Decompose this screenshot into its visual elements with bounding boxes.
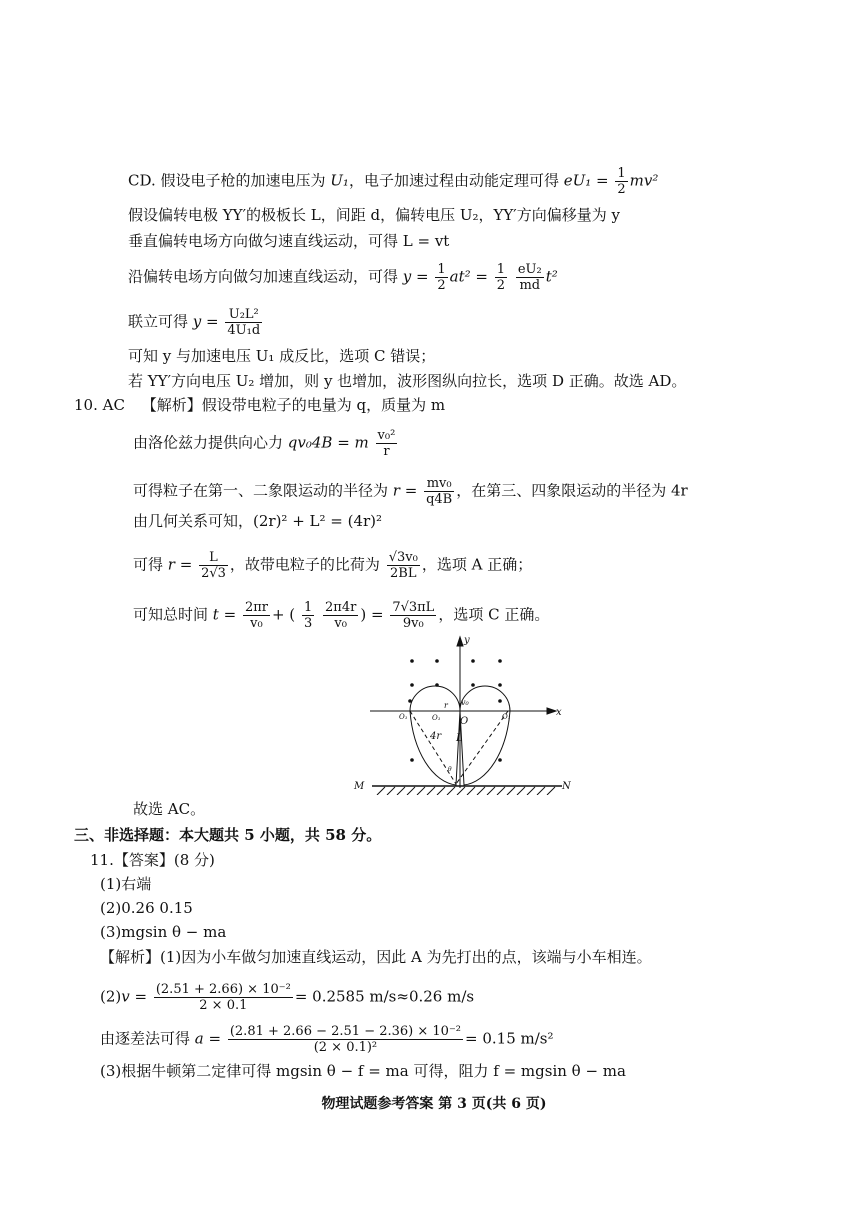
den: 2 (617, 182, 626, 197)
answer-2: (2)0.26 0.15 (100, 899, 193, 917)
text: 可知总时间 (133, 605, 213, 624)
fraction (302, 600, 314, 631)
field-dot (408, 699, 412, 703)
label-theta: θ (448, 766, 452, 773)
den: 2 (437, 278, 446, 293)
field-dot (498, 758, 502, 762)
num: eU₂ (517, 262, 542, 277)
label-o: O (460, 716, 469, 727)
hatch (477, 787, 485, 795)
field-dot (435, 659, 439, 663)
question-11-answer-header: 11.【答案】(8 分) (90, 851, 215, 869)
hatch (417, 787, 425, 795)
field-dot (498, 683, 502, 687)
line-4 (128, 262, 558, 293)
text: (2) (100, 987, 122, 1006)
line-12 (133, 550, 532, 581)
math: at² = (449, 267, 488, 286)
fraction (424, 476, 454, 507)
math: eU₁ = (563, 171, 609, 190)
line-3: 垂直偏转电场方向做匀速直线运动，可得 L = vt (128, 232, 450, 250)
field-dot (410, 683, 414, 687)
label-o1-left: O₁ (399, 713, 408, 721)
math: r = (167, 555, 193, 574)
answer-1: (1)右端 (100, 875, 152, 893)
question-number: 10. AC (74, 396, 125, 414)
den: 2 × 0.1 (199, 998, 248, 1013)
line-14: 故选 AC。 (133, 800, 206, 818)
fraction (390, 600, 436, 631)
den: r (383, 444, 390, 459)
num: 1 (496, 262, 506, 277)
text: ，选项 C 正确。 (438, 605, 550, 624)
x-axis-arrow (547, 708, 556, 714)
hatch (497, 787, 505, 795)
fraction (495, 262, 507, 293)
text: ，选项 A 正确； (421, 555, 533, 574)
hatch (527, 787, 535, 795)
field-dot (498, 659, 502, 663)
label-x: x (556, 707, 562, 718)
line-5 (128, 307, 264, 338)
label-n: N (562, 781, 571, 792)
hatch (427, 787, 435, 795)
hatch (447, 787, 455, 795)
den: v₀ (250, 616, 263, 631)
text: 【解析】假设带电粒子的电量为 q，质量为 m (141, 396, 446, 414)
den: 4U₁d (227, 323, 261, 338)
line-11: 由几何关系可知，(2r)² + L² = (4r)² (133, 512, 383, 530)
fraction (225, 307, 262, 338)
line-cd (128, 166, 658, 197)
num: 1 (437, 262, 446, 277)
math: + ( (271, 605, 296, 624)
question-10-header (74, 395, 445, 415)
math: U₁ (330, 171, 349, 190)
text: 由洛伦兹力提供向心力 (133, 433, 288, 452)
field-dot (410, 659, 414, 663)
num: 7√3πL (392, 600, 435, 615)
hatch (377, 787, 385, 795)
analysis-1: 【解析】(1)因为小车做匀加速直线运动，因此 A 为先打出的点，该端与小车相连。 (100, 948, 652, 966)
label-m: M (354, 781, 365, 792)
fraction (243, 600, 270, 631)
fraction (435, 262, 447, 293)
math: v = (121, 987, 148, 1006)
math: y = (402, 267, 429, 286)
text: ，电子加速过程由动能定理可得 (348, 171, 564, 190)
label-4r: 4r (430, 731, 442, 742)
hatch (457, 787, 465, 795)
field-dot (471, 683, 475, 687)
den: 9v₀ (402, 616, 424, 631)
text: 沿偏转电场方向做匀加速直线运动，可得 (128, 267, 403, 286)
label-r: r (444, 701, 448, 710)
line-10 (133, 476, 688, 507)
text: = 0.15 m/s² (465, 1029, 554, 1048)
hatch (517, 787, 525, 795)
line-9 (133, 428, 399, 459)
field-dot (410, 758, 414, 762)
num: 1 (303, 600, 313, 615)
fraction (323, 600, 358, 631)
num: (2.81 + 2.66 − 2.51 − 2.36) × 10⁻² (229, 1024, 462, 1039)
y-axis-arrow (457, 637, 463, 646)
text: 由逐差法可得 (100, 1029, 195, 1048)
fraction (228, 1024, 463, 1055)
num: (2.51 + 2.66) × 10⁻² (155, 982, 291, 997)
hatch (537, 787, 545, 795)
math: a = (194, 1029, 222, 1048)
text: 可得 (133, 555, 168, 574)
math: r = (392, 481, 418, 500)
hatch (407, 787, 415, 795)
line-13 (133, 600, 549, 631)
text: = 0.2585 m/s≈0.26 m/s (294, 987, 475, 1006)
fraction (615, 166, 627, 197)
text: 联立可得 (128, 312, 193, 331)
num: mv₀ (424, 476, 454, 492)
den: 2 (496, 278, 506, 293)
analysis-3 (100, 1024, 554, 1055)
math: mv² (629, 171, 659, 190)
hatch (467, 787, 475, 795)
section-3-heading: 三、非选择题：本大题共 5 小题，共 58 分。 (74, 826, 382, 844)
line-7: 若 YY′方向电压 U₂ 增加，则 y 也增加，波形图纵向拉长，选项 D 正确。故选 AD。 (128, 372, 687, 390)
label-y: y (464, 635, 470, 646)
math: qv₀4B = m (287, 433, 369, 452)
text: 可得粒子在第一、二象限运动的半径为 (133, 481, 393, 500)
analysis-4: (3)根据牛顿第二定律可得 mgsin θ − f = ma 可得，阻力 f = mgsin θ − ma (100, 1062, 626, 1080)
hatch (487, 787, 495, 795)
text: ，故带电粒子的比荷为 (229, 555, 380, 574)
fraction (387, 550, 420, 581)
math: t = (212, 605, 237, 624)
hatch (547, 787, 555, 795)
field-dot (435, 683, 439, 687)
den: 2BL (390, 566, 417, 581)
den: 2√3 (201, 566, 226, 581)
hatch (507, 787, 515, 795)
label-o1-right: O₁ (502, 713, 511, 721)
num: U₂L² (225, 307, 262, 323)
math: y = (192, 312, 219, 331)
text: CD. 假设电子枪的加速电压为 (128, 171, 331, 190)
hatch (437, 787, 445, 795)
math: ) = (360, 605, 384, 624)
num: √3v₀ (388, 550, 418, 565)
fraction (154, 982, 293, 1013)
den: md (519, 278, 541, 293)
field-dot (498, 699, 502, 703)
num: 2πr (244, 600, 268, 615)
num: v₀² (377, 428, 396, 443)
text: ，在第三、四象限运动的半径为 4r (456, 481, 688, 500)
hatch (387, 787, 395, 795)
label-l: L (456, 733, 463, 744)
num: 1 (617, 166, 626, 181)
den: 3 (303, 616, 313, 631)
answer-3: (3)mgsin θ − ma (100, 923, 227, 941)
hatch (397, 787, 405, 795)
fraction (376, 428, 398, 459)
field-dot (471, 659, 475, 663)
fraction (199, 550, 228, 581)
line-6: 可知 y 与加速电压 U₁ 成反比，选项 C 错误； (128, 347, 436, 365)
fraction (516, 262, 544, 293)
num: L (199, 550, 228, 566)
den: q4B (426, 492, 453, 507)
label-o1: O₁ (432, 714, 441, 722)
heart-trajectory-figure (352, 633, 582, 795)
line-2: 假设偏转电极 YY′的极板长 L，间距 d，偏转电压 U₂，YY′方向偏移量为 y (128, 206, 620, 224)
page-footer: 物理试题参考答案 第 3 页(共 6 页) (321, 1096, 547, 1112)
math: t² (545, 267, 558, 286)
den: (2 × 0.1)² (313, 1040, 378, 1055)
label-v0: v₀ (461, 698, 469, 707)
num: 2π4r (325, 600, 357, 615)
den: v₀ (334, 616, 347, 631)
analysis-2 (100, 982, 474, 1013)
